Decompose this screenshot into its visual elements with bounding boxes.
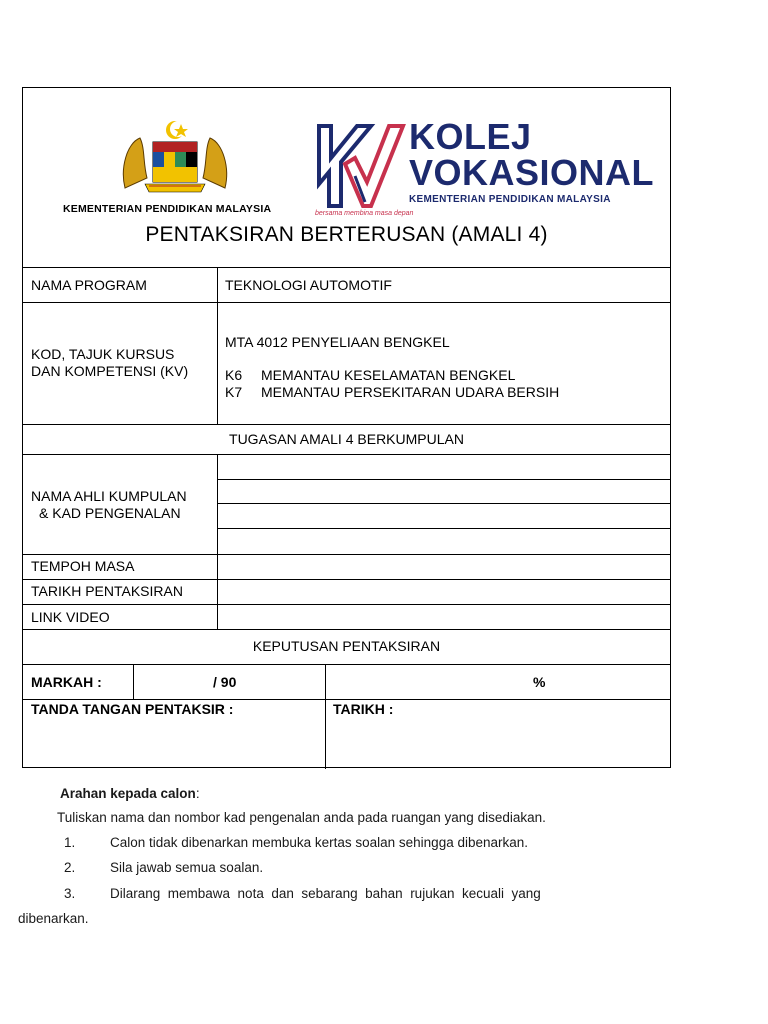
malaysia-crest-logo [115,118,235,198]
duration-field[interactable] [219,555,669,578]
kv-mark-icon [315,120,407,212]
kv-title-line2: VOKASIONAL [409,152,655,193]
members-label-line1: NAMA AHLI KUMPULAN [31,488,187,504]
program-label: NAMA PROGRAM [31,277,147,293]
instruction-2-number: 2. [64,860,76,875]
competency-k6-code: K6 [225,367,243,383]
marks-total: / 90 [213,674,237,690]
instruction-3-continued: dibenarkan. [18,911,89,926]
kv-tagline: bersama membina masa depan [315,210,414,217]
instruction-3-text: Dilarang membawa nota dan sebarang bahan rujukan kecuali yang [110,886,541,901]
instructions-intro: Tuliskan nama dan nombor kad pengenalan anda pada ruangan yang disediakan. [57,810,546,825]
competency-k7-code: K7 [225,384,243,400]
signature-label: TANDA TANGAN PENTAKSIR : [31,701,234,717]
member-input-2[interactable] [219,480,669,502]
instructions-heading: Arahan kepada calon: [60,786,200,801]
assessment-date-label: TARIKH PENTAKSIRAN [31,583,183,599]
decision-heading: KEPUTUSAN PENTAKSIRAN [252,638,441,654]
kolej-vokasional-logo [315,116,655,220]
course-code-title: MTA 4012 PENYELIAAN BENGKEL [225,334,450,350]
signature-date-label: TARIKH : [333,701,394,717]
video-link-label: LINK VIDEO [31,609,110,625]
course-label-line1: KOD, TAJUK KURSUS [31,346,175,362]
member-input-4[interactable] [219,529,669,553]
ministry-caption: KEMENTERIAN PENDIDIKAN MALAYSIA [63,203,272,215]
instruction-1-number: 1. [64,835,76,850]
member-input-1[interactable] [219,455,669,478]
kv-title-line1: KOLEJ [409,116,532,157]
members-label-line2: & KAD PENGENALAN [39,505,181,521]
course-label-line2: DAN KOMPETENSI (KV) [31,363,189,379]
marks-label: MARKAH : [31,674,102,690]
competency-k6-text: MEMANTAU KESELAMATAN BENGKEL [261,367,516,383]
marks-percent: % [533,674,546,690]
competency-k7-text: MEMANTAU PERSEKITARAN UDARA BERSIH [261,384,560,400]
form-title: PENTAKSIRAN BERTERUSAN (AMALI 4) [145,223,548,246]
assessment-form [22,87,671,768]
instruction-3-number: 3. [64,886,76,901]
assessment-date-field[interactable] [219,580,669,603]
video-link-field[interactable] [219,605,669,628]
instruction-1-text: Calon tidak dibenarkan membuka kertas soalan sehingga dibenarkan. [110,835,529,850]
instruction-2-text: Sila jawab semua soalan. [110,860,264,875]
member-input-3[interactable] [219,504,669,527]
task-heading: TUGASAN AMALI 4 BERKUMPULAN [229,431,464,447]
program-value: TEKNOLOGI AUTOMOTIF [225,277,392,293]
duration-label: TEMPOH MASA [31,558,135,574]
kv-subtitle: KEMENTERIAN PENDIDIKAN MALAYSIA [409,194,611,205]
